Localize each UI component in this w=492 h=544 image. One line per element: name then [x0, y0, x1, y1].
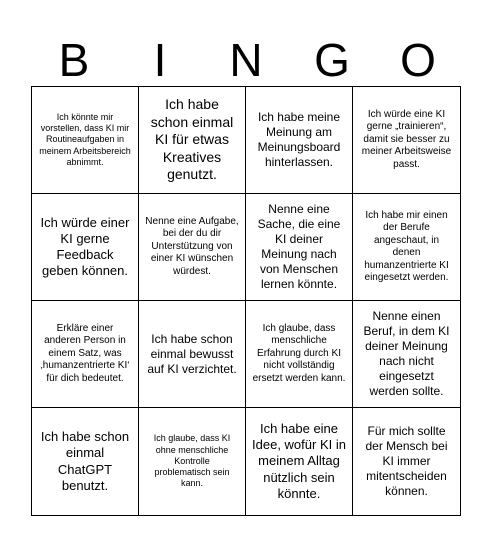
bingo-cell[interactable]: Ich habe schon einmal KI für etwas Kreatives genutzt.	[139, 87, 246, 194]
header-letter-g: G	[314, 34, 350, 86]
bingo-cell[interactable]: Ich habe mir einen der Berufe angeschaut, in denen humanzentrierte KI eingesetzt werden.	[353, 194, 460, 301]
bingo-cell[interactable]: Erkläre einer anderen Person in einem Satz, was ‚humanzentrierte KI‘ für dich bedeutet.	[32, 301, 139, 408]
bingo-cell[interactable]: Ich könnte mir vorstellen, dass KI mir Routineaufgaben in meinem Arbeitsbereich abnimmt.	[32, 87, 139, 194]
bingo-cell[interactable]: Ich glaube, dass KI ohne menschliche Kontrolle problematisch sein kann.	[139, 408, 246, 515]
bingo-cell[interactable]: Nenne einen Beruf, in dem KI deiner Meinung nach nicht eingesetzt werden sollte.	[353, 301, 460, 408]
bingo-cell[interactable]: Für mich sollte der Mensch bei KI immer mitentscheiden können.	[365, 424, 448, 498]
bingo-cell[interactable]: Nenne eine Sache, die eine KI deiner Meinung nach von Menschen lernen könnte.	[246, 194, 353, 301]
header-letter-i: I	[153, 34, 167, 86]
bingo-cell[interactable]: Ich würde eine KI gerne „trainieren“, damit sie besser zu meiner Arbeitsweise passt.	[353, 87, 460, 194]
bingo-cell[interactable]: Ich würde einer KI gerne Feedback geben können.	[32, 194, 139, 301]
header-letter-b: B	[58, 34, 90, 86]
header-letter-o: O	[400, 34, 436, 86]
bingo-cell[interactable]: Ich habe eine Idee, wofür KI in meinem Alltag nützlich sein könnte.	[246, 408, 353, 515]
bingo-cell[interactable]: Ich habe schon einmal ChatGPT benutzt.	[32, 408, 139, 515]
bingo-cell[interactable]: Ich habe schon einmal bewusst auf KI verzichtet.	[139, 301, 246, 408]
bingo-cell[interactable]: Ich habe meine Meinung am Meinungsboard hinterlassen.	[246, 87, 353, 194]
bingo-grid	[31, 86, 461, 516]
bingo-header	[31, 34, 461, 86]
header-letter-n: N	[229, 34, 263, 86]
bingo-cell[interactable]: Nenne eine Aufgabe, bei der du dir Unterstützung von einer KI wünschen würdest.	[139, 194, 246, 301]
bingo-cell[interactable]: Ich glaube, dass menschliche Erfahrung durch KI nicht vollständig ersetzt werden kann.	[246, 301, 353, 408]
